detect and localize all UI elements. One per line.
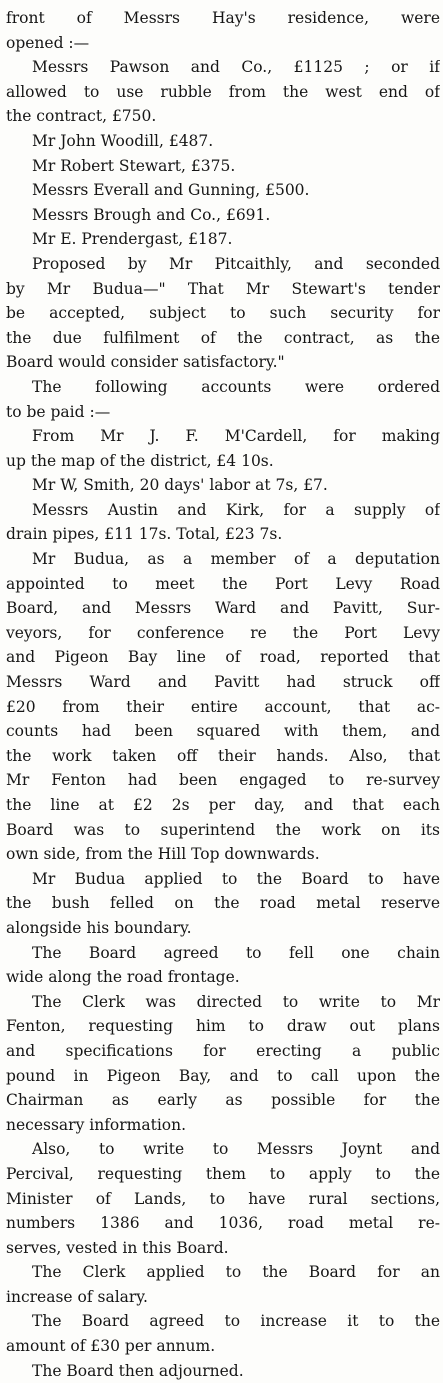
text-line: The Board agreed to fell one chain <box>32 943 440 962</box>
text-line: Percival, requesting them to apply to the <box>6 1164 440 1183</box>
text-line: the line at £2 2s per day, and that each <box>6 796 440 814</box>
paragraph-write-joynt <box>6 1137 440 1260</box>
text-line: alongside his boundary. <box>6 918 192 937</box>
text-line: From Mr J. F. M'Cardell, for making <box>32 427 440 446</box>
paragraph-board-salary <box>6 1309 440 1358</box>
paragraph-board-fell <box>6 941 440 990</box>
text-line: up the map of the district, £4 10s. <box>6 451 274 470</box>
paragraph-motion-stewart <box>6 252 440 375</box>
paragraph-accounts-intro <box>6 375 440 424</box>
text-line: Board was to superintend the work on its <box>6 820 440 839</box>
text-line: the work taken off their hands. Also, that <box>6 746 440 765</box>
text-line: the due fulfilment of the contract, as the <box>6 328 440 347</box>
text-line: by Mr Budua—" That Mr Stewart's tender <box>6 279 440 298</box>
text-line: opened :— <box>6 33 90 52</box>
text-line: Fenton, requesting him to draw out plans <box>6 1017 440 1036</box>
paragraph-clerk-salary <box>6 1260 440 1309</box>
text-line: Mr Budua applied to the Board to have <box>32 869 440 888</box>
text-line: be accepted, subject to such security for <box>6 304 440 323</box>
paragraph-tender-pawson <box>6 55 440 129</box>
paragraph-deputation-report <box>6 547 440 867</box>
tender-brough: Messrs Brough and Co., £691. <box>32 205 271 224</box>
text-line: front of Messrs Hay's residence, were <box>6 9 440 27</box>
text-line: wide along the road frontage. <box>6 968 240 987</box>
text-line: Also, to write to Messrs Joynt and <box>32 1140 440 1159</box>
paragraph-budua-bush <box>6 867 440 941</box>
text-line: Board, and Messrs Ward and Pavitt, Sur- <box>6 599 440 618</box>
text-line: and Pigeon Bay line of road, reported that <box>6 648 440 667</box>
text-line: Mr Fenton had been engaged to re-survey <box>6 771 440 790</box>
text-line: drain pipes, £11 17s. Total, £23 7s. <box>6 525 283 544</box>
tender-stewart: Mr Robert Stewart, £375. <box>32 156 236 175</box>
text-line: Board would consider satisfactory." <box>6 353 285 372</box>
text-line: £20 from their entire account, that ac- <box>6 697 440 716</box>
text-line: Messrs Pawson and Co., £1125 ; or if <box>32 58 440 77</box>
text-line: appointed to meet the Port Levy Road <box>6 574 440 593</box>
tender-everall: Messrs Everall and Gunning, £500. <box>32 181 310 200</box>
paragraph-clerk-fenton <box>6 990 440 1138</box>
text-line: Chairman as early as possible for the <box>6 1091 440 1110</box>
paragraph-account-mccardell <box>6 424 440 473</box>
text-line: amount of £30 per annum. <box>6 1337 216 1356</box>
adjourned-line: The Board then adjourned. <box>32 1361 244 1380</box>
text-line: Messrs Austin and Kirk, for a supply of <box>32 500 440 519</box>
text-line: Messrs Ward and Pavitt had struck off <box>6 673 440 692</box>
text-line: The following accounts were ordered <box>32 377 440 396</box>
text-line: Proposed by Mr Pitcaithly, and seconded <box>32 254 440 273</box>
text-line: numbers 1386 and 1036, road metal re- <box>6 1214 440 1233</box>
text-line: counts had been squared with them, and <box>6 722 440 741</box>
text-line: The Clerk applied to the Board for an <box>32 1263 440 1282</box>
paragraph-tender-intro <box>6 6 440 55</box>
text-line: and specifications for erecting a public <box>6 1041 440 1060</box>
text-line: The Board agreed to increase it to the <box>32 1312 440 1331</box>
account-smith: Mr W, Smith, 20 days' labor at 7s, £7. <box>32 476 328 495</box>
tender-prendergast: Mr E. Prendergast, £187. <box>32 230 233 249</box>
text-line: necessary information. <box>6 1115 187 1134</box>
text-line: allowed to use rubble from the west end of <box>6 82 440 101</box>
text-line: serves, vested in this Board. <box>6 1238 229 1257</box>
text-line: veyors, for conference re the Port Levy <box>6 623 440 642</box>
text-line: own side, from the Hill Top downwards. <box>6 845 320 864</box>
text-line: Minister of Lands, to have rural sections, <box>6 1189 440 1208</box>
paragraph-account-austin <box>6 498 440 547</box>
text-line: Mr Budua, as a member of a deputation <box>32 550 440 569</box>
text-line: the bush felled on the road metal reserve <box>6 894 440 913</box>
text-line: The Clerk was directed to write to Mr <box>32 992 440 1011</box>
text-line: the contract, £750. <box>6 107 157 126</box>
tender-woodill: Mr John Woodill, £487. <box>32 131 214 150</box>
text-line: increase of salary. <box>6 1287 148 1306</box>
text-line: pound in Pigeon Bay, and to call upon the <box>6 1066 440 1085</box>
text-line: to be paid :— <box>6 402 111 421</box>
